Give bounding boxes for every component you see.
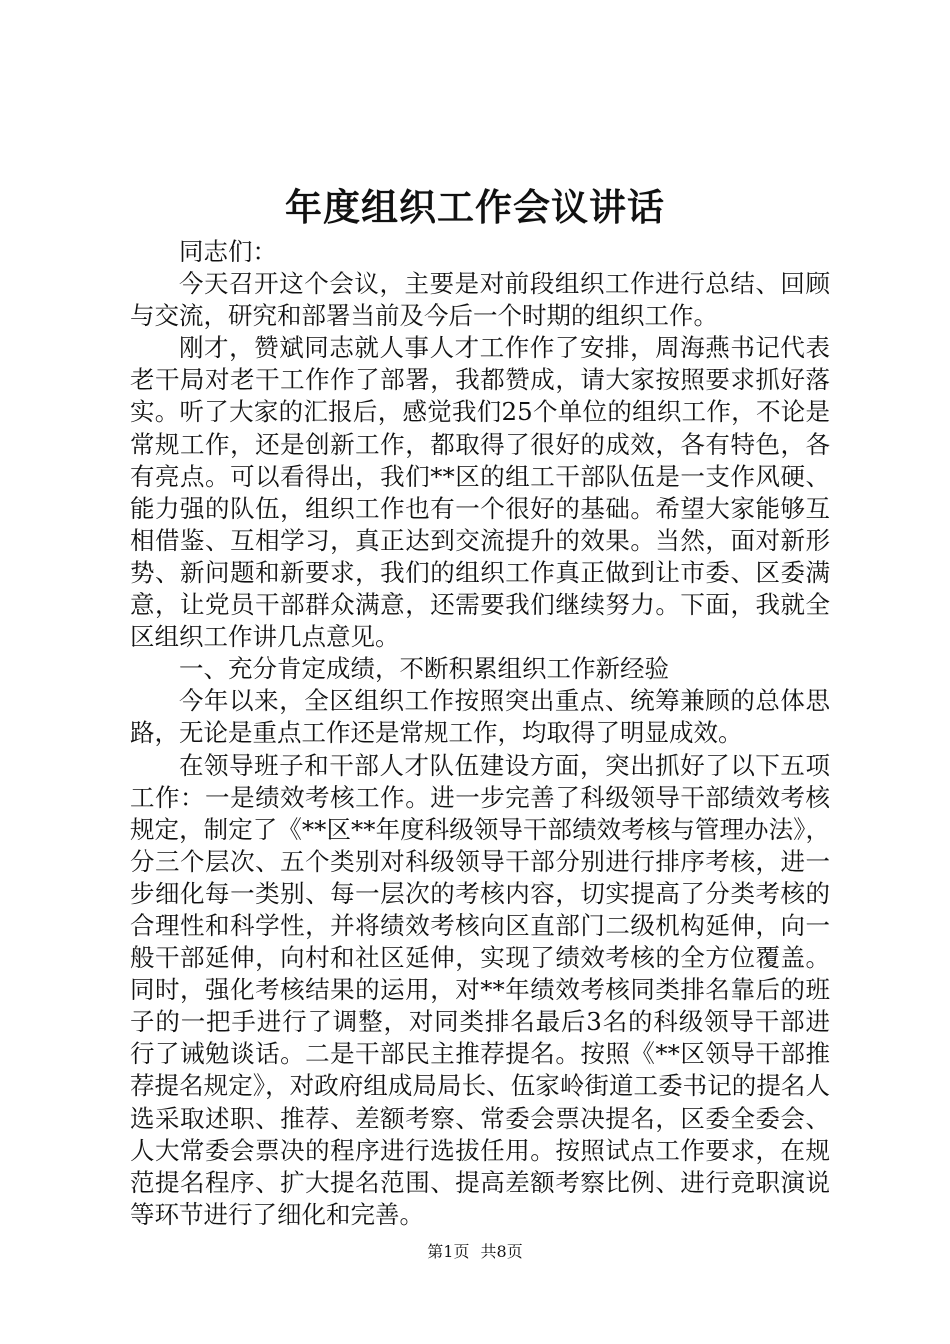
paragraph-opening: 今天召开这个会议，主要是对前段组织工作进行总结、回顾与交流，研究和部署当前及今后一个时期的组织工作。 (130, 269, 830, 331)
section-heading-1: 一、充分肯定成绩，不断积累组织工作新经验 (179, 654, 669, 684)
paragraph-salutation: 同志们： (179, 237, 277, 266)
page-footer (0, 1240, 950, 1264)
document-title: 年度组织工作会议讲话 (285, 186, 665, 229)
page-number: 第1页 (427, 1242, 470, 1261)
paragraph-overview: 今年以来，全区组织工作按照突出重点、统筹兼顾的总体思路，无论是重点工作还是常规工作，均取得了明显成效。 (130, 686, 830, 748)
paragraph-review: 刚才，赞斌同志就人事人才工作作了安排，周海燕书记代表老干局对老干工作作了部署，我都赞成，请大家按照要求抓好落实。听了大家的汇报后，感觉我们25个单位的组织工作，不论是常规工作，还是创新工作，都取得了很好的成效，各有特色，各有亮点。可以看得出，我们**区的组工干部队伍是一支作风硬、能力强的队伍，组织工作也有一个很好的基础。希望大家能够互相借鉴、互相学习，真正达到交流提升的效果。当然，面对新形势、新问题和新要求，我们的组织工作真正做到让市委、区委满意，让党员干部群众满意，还需要我们继续努力。下面，我就全区组织工作讲几点意见。 (130, 333, 830, 652)
page-total: 共8页 (480, 1242, 523, 1261)
document-body (130, 236, 830, 1231)
paragraph-team-building: 在领导班子和干部人才队伍建设方面，突出抓好了以下五项工作：一是绩效考核工作。进一步完善了科级领导干部绩效考核规定，制定了《**区**年度科级领导干部绩效考核与管理办法》，分三个层次、五个类别对科级领导干部分别进行排序考核，进一步细化每一类别、每一层次的考核内容，切实提高了分类考核的合理性和科学性，并将绩效考核向区直部门二级机构延伸，向一般干部延伸，向村和社区延伸，实现了绩效考核的全方位覆盖。同时，强化考核结果的运用，对**年绩效考核同类排名靠后的班子的一把手进行了调整，对同类排名最后3名的科级领导干部进行了诫勉谈话。二是干部民主推荐提名。按照《**区领导干部推荐提名规定》，对政府组成局局长、伍家岭街道工委书记的提名人选采取述职、推荐、差额考察、常委会票决提名，区委全委会、人大常委会票决的程序进行选拔任用。按照试点工作要求，在规范提名程序、扩大提名范围、提高差额考察比例、进行竞职演说等环节进行了细化和完善。 (130, 750, 830, 1229)
